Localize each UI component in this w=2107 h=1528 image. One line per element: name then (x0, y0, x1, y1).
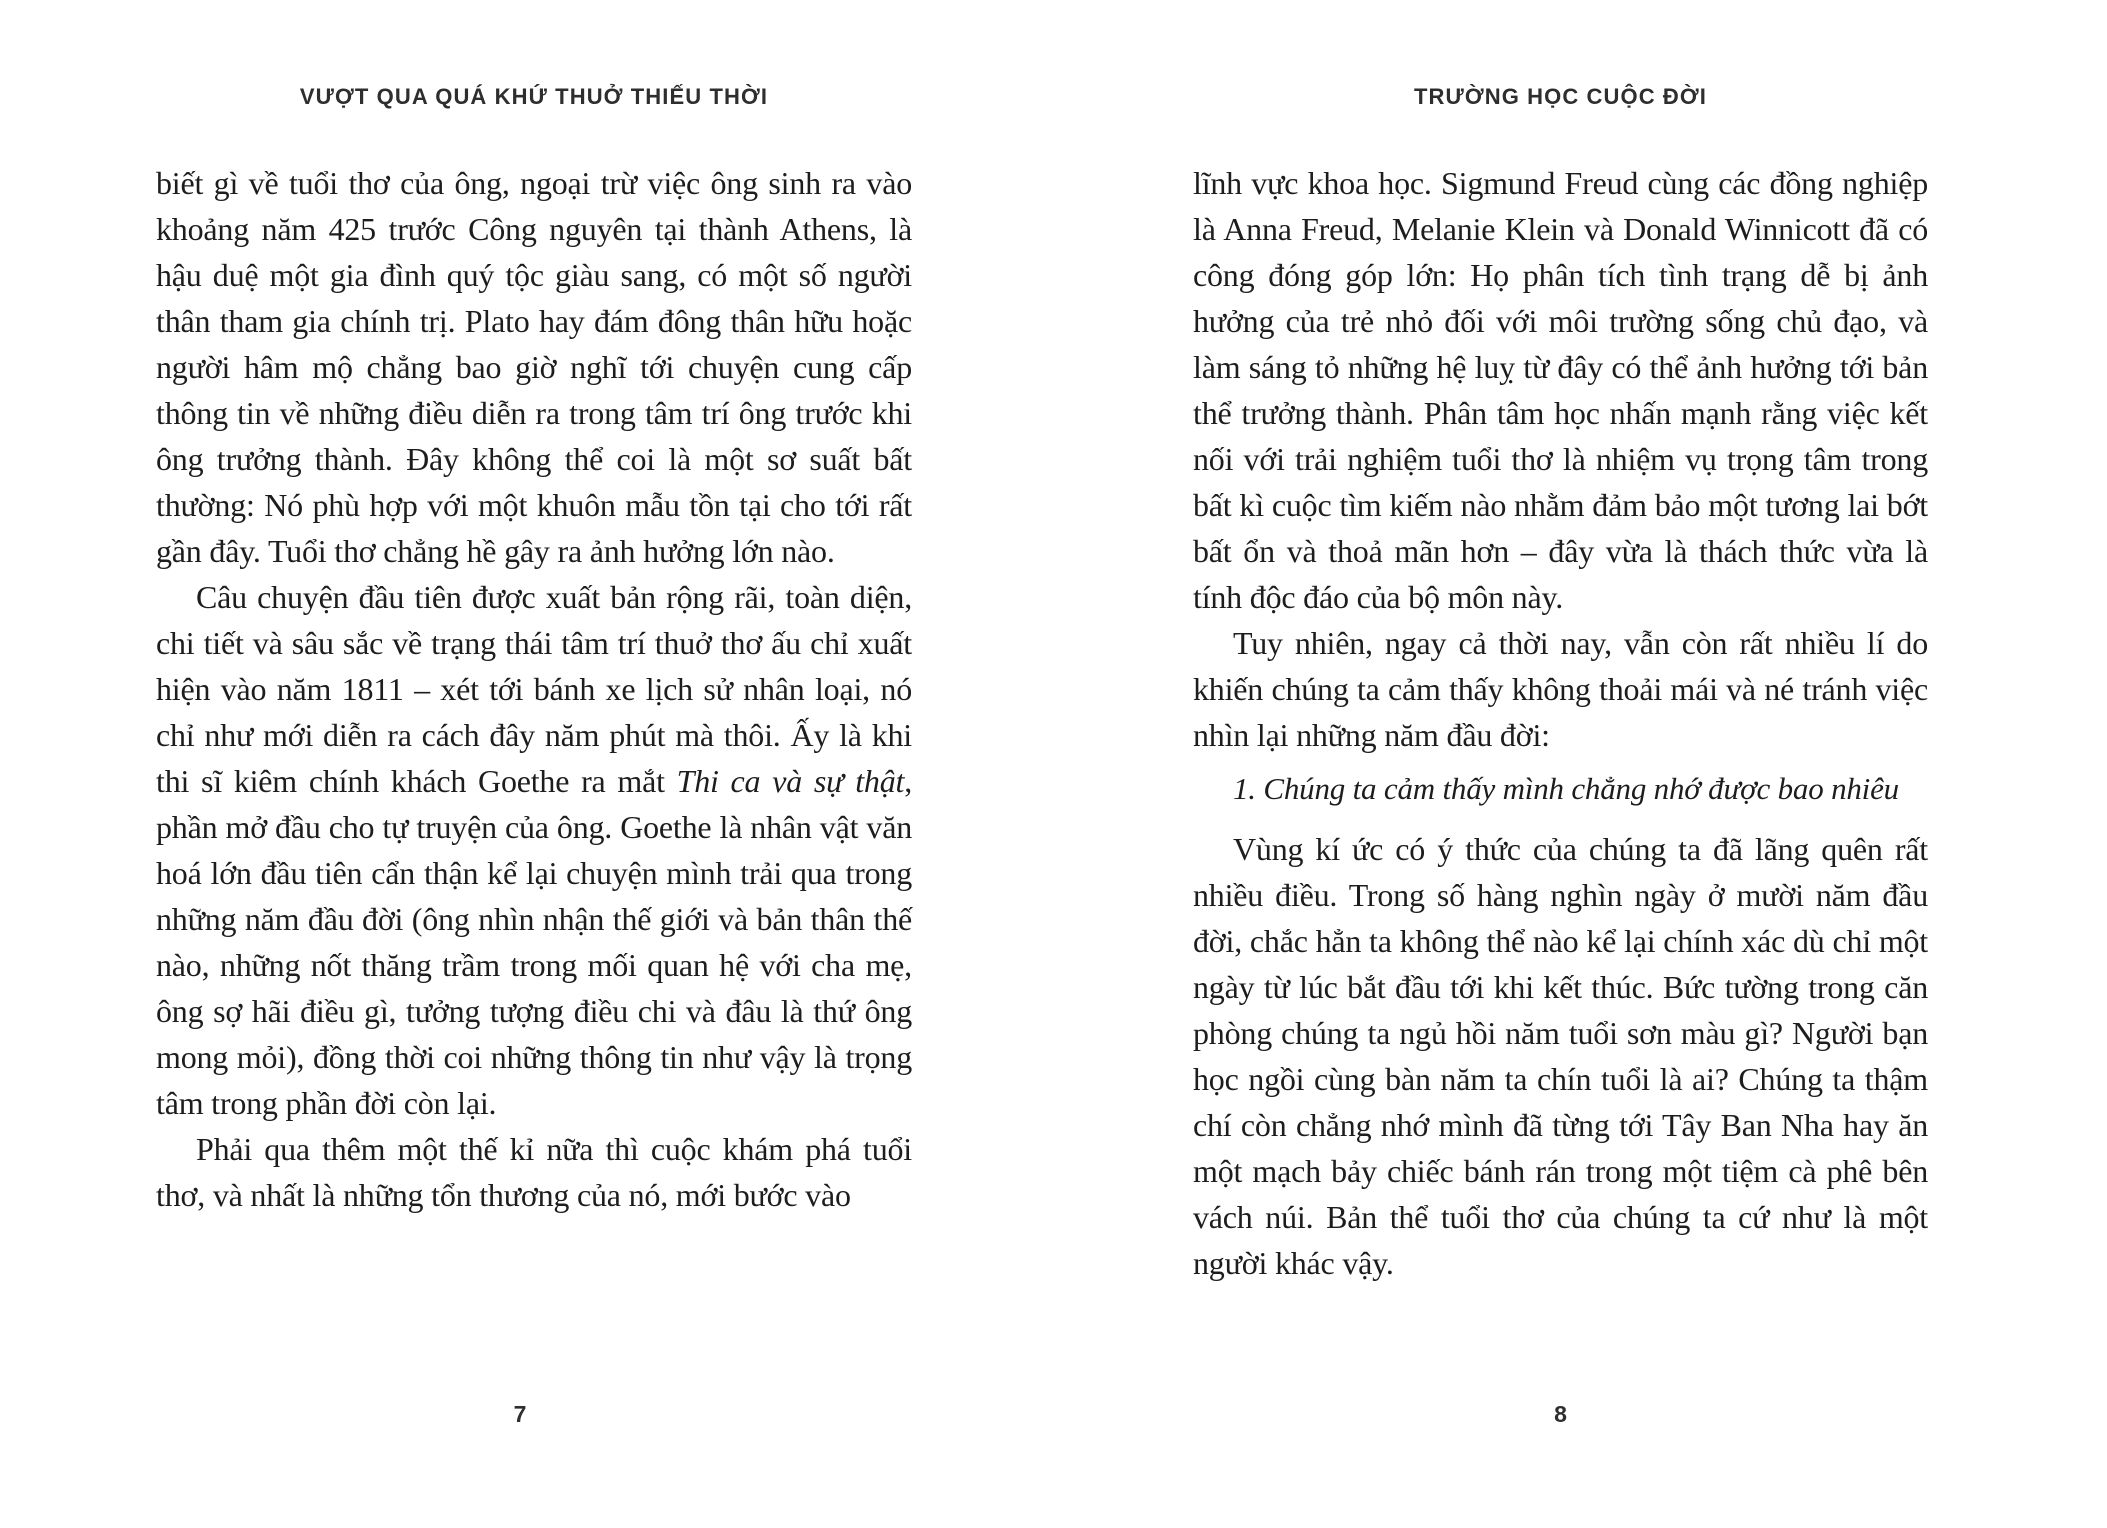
running-head-left: VƯỢT QUA QUÁ KHỨ THUỞ THIẾU THỜI (299, 84, 769, 109)
paragraph-text: Câu chuyện đầu tiên được xuất bản rộng rãi, toàn diện, chi tiết và sâu sắc về trạng thái tâm trí thuở thơ ấu chỉ xuất hiện vào năm 1811 – xét tới bánh xe lịch sử nhân loại, nó chỉ như mới diễn ra cách đây năm phút mà thôi. Ấy là khi thi sĩ kiêm chính khách Goethe ra mắt (156, 579, 912, 799)
paragraph-text: , phần mở đầu cho tự truyện của ông. Goethe là nhân vật văn hoá lớn đầu tiên cẩn thận kể lại chuyện mình trải qua trong những năm đầu đời (ông nhìn nhận thế giới và bản thân thế nào, những nốt thăng trầm trong mối quan hệ với cha mẹ, ông sợ hãi điều gì, tưởng tượng điều chi và đâu là thứ ông mong mỏi), đồng thời coi những thông tin như vậy là trọng tâm trong phần đời còn lại. (156, 763, 912, 1121)
paragraph-continuation: biết gì về tuổi thơ của ông, ngoại trừ việc ông sinh ra vào khoảng năm 425 trước Công nguyên tại thành Athens, là hậu duệ một gia đình quý tộc giàu sang, có một số người thân tham gia chính trị. Plato hay đám đông thân hữu hoặc người hâm mộ chẳng bao giờ nghĩ tới chuyện cung cấp thông tin về những điều diễn ra trong tâm trí ông trước khi ông trưởng thành. Đây không thể coi là một sơ suất bất thường: Nó phù hợp với một khuôn mẫu tồn tại cho tới rất gần đây. Tuổi thơ chẳng hề gây ra ảnh hưởng lớn nào. (156, 165, 912, 569)
paragraph (156, 574, 912, 1126)
page-left-body (156, 160, 912, 1218)
page-right-body (1193, 160, 1928, 1286)
page-number-right: 8 (1554, 1401, 1567, 1427)
page-number-left: 7 (513, 1401, 527, 1427)
running-head-right: TRƯỜNG HỌC CUỘC ĐỜI (1413, 84, 1707, 109)
numbered-section-heading: 1. Chúng ta cảm thấy mình chẳng nhớ được bao nhiêu (1233, 771, 1899, 806)
paragraph: Vùng kí ức có ý thức của chúng ta đã lãng quên rất nhiều điều. Trong số hàng nghìn ngày ở mười năm đầu đời, chắc hẳn ta không thể nào kể lại chính xác dù chỉ một ngày từ lúc bắt đầu tới khi kết thúc. Bức tường trong căn phòng chúng ta ngủ hồi năm tuổi sơn màu gì? Người bạn học ngồi cùng bàn năm ta chín tuổi là ai? Chúng ta thậm chí còn chẳng nhớ mình đã từng tới Tây Ban Nha hay ăn một mạch bảy chiếc bánh rán trong một tiệm cà phê bên vách núi. Bản thể tuổi thơ của chúng ta cứ như là một người khác vậy. (1193, 831, 1928, 1281)
paragraph-continuation: lĩnh vực khoa học. Sigmund Freud cùng các đồng nghiệp là Anna Freud, Melanie Klein và Donald Winnicott đã có công đóng góp lớn: Họ phân tích tình trạng dễ bị ảnh hưởng của trẻ nhỏ đối với môi trường sống chủ đạo, và làm sáng tỏ những hệ luỵ từ đây có thể ảnh hưởng tới bản thể trưởng thành. Phân tâm học nhấn mạnh rằng việc kết nối với trải nghiệm tuổi thơ là nhiệm vụ trọng tâm trong bất kì cuộc tìm kiếm nào nhằm đảm bảo một tương lai bớt bất ổn và thoả mãn hơn – đây vừa là thách thức vừa là tính độc đáo của bộ môn này. (1193, 165, 1928, 615)
paragraph: Tuy nhiên, ngay cả thời nay, vẫn còn rất nhiều lí do khiến chúng ta cảm thấy không thoải mái và né tránh việc nhìn lại những năm đầu đời: (1193, 625, 1928, 753)
paragraph: Phải qua thêm một thế kỉ nữa thì cuộc khám phá tuổi thơ, và nhất là những tổn thương của nó, mới bước vào (156, 1131, 912, 1213)
page-left (0, 0, 1053, 1528)
book-title-italic: Thi ca và sự thật (676, 763, 905, 799)
page-right (1053, 0, 2107, 1528)
